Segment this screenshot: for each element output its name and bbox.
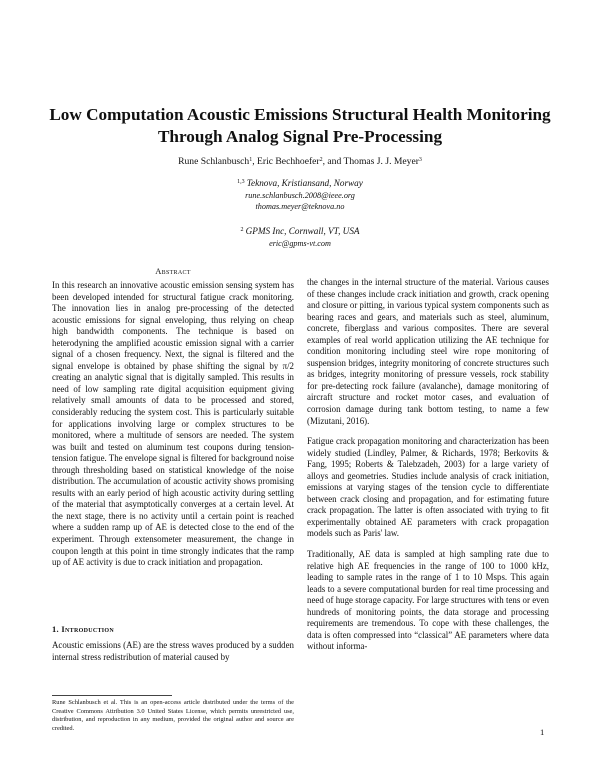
author-1: Rune Schlanbusch [178, 156, 250, 167]
affiliation-1-sup: 1,3 [237, 179, 245, 185]
right-paragraph-1: the changes in the internal structure of the material. Various causes of these changes include crack initiation and growth, crack opening and closure or pitting, in various typical system components such as bearing races and gears, and materials such as steel, aluminum, concrete, fiberglass and various composites. There are several examples of real world application utilizing the AE technique for condition monitoring including steel wire rope monitoring of suspension bridges, integrity monitoring of concrete structures such as bridges, integrity monitoring of pressure vessels, rock stability for pre-detecting rock failure (avalanche), damage monitoring of aircraft structure and rocket motor cases, and evaluation of corrosion damage during tank bottom testing, to name a few (Mizutani, 2016). [307, 277, 549, 426]
license-footnote: Rune Schlanbusch et al. This is an open-access article distributed under the terms of the Creative Commons Attribution 3.0 United States License, which permits unrestricted use, distribution, and reproduction in any medium, provided the original author and source are credited. [52, 699, 294, 733]
footnote-divider [52, 695, 172, 696]
title-line-2: Through Analog Signal Pre-Processing [157, 127, 443, 146]
abstract-heading: Abstract [155, 266, 191, 276]
section-title: Introduction [61, 624, 115, 634]
title-line-1: Low Computation Acoustic Emissions Structural Health Monitoring [49, 105, 551, 124]
author-1-sup: 1 [249, 157, 253, 163]
affiliation-1-email-2: thomas.meyer@teknova.no [255, 202, 345, 211]
introduction-body [52, 640, 294, 663]
affiliation-2-org: GPMS Inc, Cornwall, VT, USA [245, 226, 360, 236]
affiliation-2 [40, 226, 560, 249]
affiliation-2-sup: 2 [240, 227, 244, 233]
introduction-text: Acoustic emissions (AE) are the stress waves produced by a sudden internal stress redistribution of material caused by [52, 640, 294, 662]
author-3-sup: 3 [418, 157, 422, 163]
abstract-body [52, 280, 294, 569]
paper-title [40, 104, 560, 148]
page-number: 1 [540, 727, 545, 737]
section-heading-introduction [52, 624, 294, 634]
author-separator-1: , [252, 156, 258, 167]
author-3: Thomas J. J. Meyer [343, 156, 419, 167]
section-number: 1. [52, 624, 59, 634]
author-2: Eric Bechhoefer [257, 156, 320, 167]
right-column [307, 277, 549, 653]
affiliation-1-org: Teknova, Kristiansand, Norway [246, 178, 363, 188]
affiliation-1 [40, 178, 560, 213]
right-paragraph-3: Traditionally, AE data is sampled at high sampling rate due to relative high AE frequencies in the range of 100 to 1000 kHz, leading to sample rates in the range of 1 to 10 Msps. This again leads to a severe computational burden for real time processing and need of huge storage capacity. For large structures with tens or even hundreds of monitoring points, the data storage and processing requirements are tremendous. To cope with these challenges, the data is often compressed into “classical” AE parameters where data without informa- [307, 549, 549, 652]
author-2-sup: 2 [319, 157, 323, 163]
affiliation-2-email: eric@gpms-vt.com [269, 238, 331, 248]
affiliation-1-email-1: rune.schlanbusch.2008@ieee.org [245, 190, 355, 200]
author-list [40, 155, 560, 168]
right-paragraph-2: Fatigue crack propagation monitoring and characterization has been widely studied (Lindley, Palmer, & Richards, 1978; Berkovits & Fang, 1995; Roberts & Talebzadeh, 2003) for a large variety of alloys and geometries. Studies include analysis of crack initiation, emissions at varying stages of the tension cycle to differentiate between crack closing and propagation, and for estimating future crack propagation. The latter is often associated with trying to fit experimentally obtained AE parameters with crack propagation models such as Paris' law. [307, 436, 549, 539]
abstract-text: In this research an innovative acoustic emission sensing system has been developed intended for structural fatigue crack monitoring. The innovation lies in analog pre-processing of the detected acoustic emissions for signal enveloping, thus relying on cheap high bandwidth components. The technique is based on heterodyning the amplified acoustic emission signal with a carrier signal of a chosen frequency. Next, the signal is filtered and the signal envelope is obtained by phase shifting the signal by π/2 creating an analytic signal that is digitally sampled. This results in need of low sampling rate digital acquisition equipment giving relatively small amounts of data to be processed and stored, considerably reducing the system cost. This is particularly suitable for applications involving large or complex structures to be monitored, where a multitude of sensors are needed. The system was built and tested on aluminum test coupons during tension-tension fatigue. The envelope signal is filtered for background noise through thresholding based on statistical knowledge of the noise distribution. The accumulation of acoustic activity shows promising results with an early period of high acoustic activity during settling of the material that asymptotically converges at a certain level. At the next stage, there is no activity until a certain point is reached where a sudden ramp up of AE is detected close to the end of the experiment. Through extensometer measurement, the change in coupon length at this point in time strongly indicates that the ramp up of AE activity is due to crack initiation and propagation. [52, 280, 294, 568]
author-separator-2: , and [322, 156, 344, 167]
